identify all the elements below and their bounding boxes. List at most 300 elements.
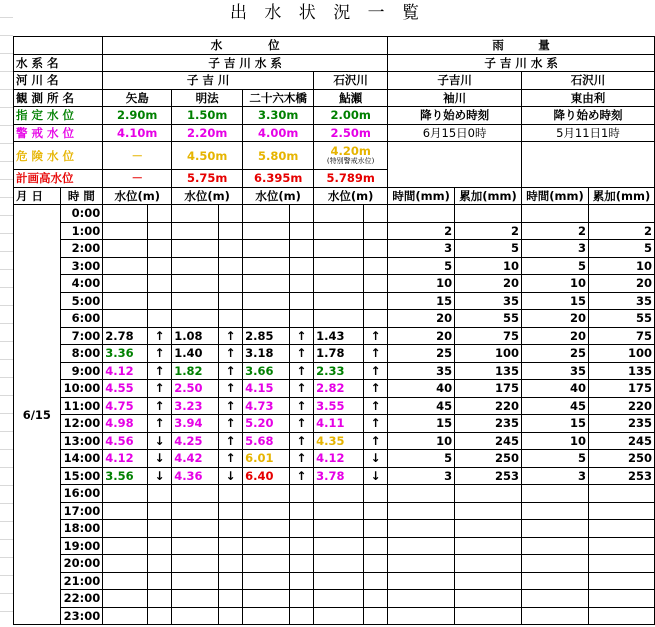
station-myoho: 明法 [172,89,243,107]
station-todoroki: 二十六木橋 [243,89,314,107]
rain-hour-cell [522,572,589,590]
rain-hour-cell [388,572,455,590]
col-level-1: 水位(m) [103,187,172,205]
danger-todoroki: 5.80m [243,142,314,170]
rain-cum-cell: 75 [455,327,522,345]
time-cell: 18:00 [60,520,103,538]
trend-arrow-icon: ↑ [289,450,313,468]
plan-myoho: 5.75m [172,170,243,188]
rain-start-label-1: 降り始め時刻 [388,107,522,125]
level-value-cell: 2.50 [172,380,219,398]
rain-hour-cell: 40 [522,380,589,398]
rain-hour-cell: 20 [388,327,455,345]
level-value-cell [172,572,219,590]
level-value-cell: 4.15 [243,380,290,398]
plan-todoroki: 6.395m [243,170,314,188]
time-cell: 17:00 [60,502,103,520]
level-value-cell [314,257,364,275]
trend-arrow-icon [147,572,171,590]
trend-arrow-icon: ↑ [289,432,313,450]
data-row [14,450,655,468]
rain-start-higashiyuri: 5月11日1時 [522,124,655,142]
rain-hour-cell: 2 [522,222,589,240]
rain-hour-cell [388,520,455,538]
label-date: 月 日 [14,187,61,205]
level-value-cell: 4.12 [103,450,148,468]
col-hour-1: 時間(mm) [388,187,455,205]
level-value-cell [314,572,364,590]
level-value-cell [103,590,148,608]
trend-arrow-icon [289,572,313,590]
level-value-cell [243,222,290,240]
trend-arrow-icon [218,275,242,293]
level-value-cell: 2.82 [314,380,364,398]
rain-cum-cell [588,537,654,555]
rain-cum-cell: 2 [588,222,654,240]
rain-hour-cell: 15 [522,292,589,310]
level-value-cell [243,502,290,520]
rain-hour-cell: 10 [522,275,589,293]
col-cum-2: 累加(mm) [588,187,654,205]
level-value-cell: 4.12 [314,450,364,468]
trend-arrow-icon: ↑ [289,327,313,345]
rain-cum-cell: 175 [455,380,522,398]
level-value-cell [314,537,364,555]
trend-arrow-icon [363,607,387,625]
time-cell: 4:00 [60,275,103,293]
trend-arrow-icon [147,310,171,328]
trend-arrow-icon [363,257,387,275]
plan-ayuse: 5.789m [314,170,388,188]
level-value-cell [314,520,364,538]
level-value-cell [103,572,148,590]
trend-arrow-icon [363,240,387,258]
data-row [14,555,655,573]
level-value-cell [243,485,290,503]
rain-station-sodekawa: 袖川 [388,89,522,107]
trend-arrow-icon [218,537,242,555]
time-cell: 15:00 [60,467,103,485]
trend-arrow-icon [363,275,387,293]
level-value-cell [103,257,148,275]
time-cell: 5:00 [60,292,103,310]
trend-arrow-icon: ↓ [147,467,171,485]
level-value-cell [314,555,364,573]
rain-cum-cell: 5 [455,240,522,258]
rain-hour-cell: 40 [388,380,455,398]
label-water-system: 水 系 名 [14,54,103,72]
trend-arrow-icon [218,502,242,520]
rain-hour-cell: 20 [522,310,589,328]
trend-arrow-icon [218,292,242,310]
rain-station-higashiyuri: 東由利 [522,89,655,107]
rain-hour-cell [522,485,589,503]
time-cell: 21:00 [60,572,103,590]
level-value-cell [172,222,219,240]
rain-cum-cell [455,590,522,608]
rain-cum-cell [588,205,654,223]
level-value-cell [243,590,290,608]
rain-hour-cell: 20 [522,327,589,345]
level-value-cell [314,310,364,328]
trend-arrow-icon [289,607,313,625]
river-koyoshi: 子 吉 川 [103,72,314,90]
rain-water-system-name: 子 吉 川 水 系 [388,54,655,72]
time-cell: 10:00 [60,380,103,398]
level-value-cell [103,555,148,573]
rain-hour-cell: 35 [388,362,455,380]
level-value-cell: 2.33 [314,362,364,380]
level-value-cell [243,257,290,275]
trend-arrow-icon [147,520,171,538]
rain-cum-cell [588,520,654,538]
trend-arrow-icon: ↑ [289,397,313,415]
trend-arrow-icon [218,310,242,328]
level-value-cell: 3.94 [172,415,219,433]
level-value-cell: 4.35 [314,432,364,450]
label-danger: 危 険 水 位 [14,142,103,170]
trend-arrow-icon: ↑ [147,397,171,415]
rain-cum-cell: 245 [588,432,654,450]
designated-myoho: 1.50m [172,107,243,125]
time-cell: 13:00 [60,432,103,450]
warning-myoho: 2.20m [172,124,243,142]
level-value-cell: 1.82 [172,362,219,380]
data-row [14,310,655,328]
trend-arrow-icon: ↑ [289,415,313,433]
level-value-cell: 3.78 [314,467,364,485]
rain-cum-cell: 135 [455,362,522,380]
trend-arrow-icon [147,257,171,275]
level-value-cell [172,555,219,573]
designated-todoroki: 3.30m [243,107,314,125]
trend-arrow-icon: ↑ [363,327,387,345]
rain-cum-cell: 250 [455,450,522,468]
level-value-cell [103,205,148,223]
level-value-cell [172,205,219,223]
rain-cum-cell [588,590,654,608]
rain-hour-cell [522,205,589,223]
trend-arrow-icon: ↓ [363,467,387,485]
level-value-cell [172,607,219,625]
data-row [14,572,655,590]
label-warning: 警 戒 水 位 [14,124,103,142]
trend-arrow-icon [218,590,242,608]
station-yashima: 矢島 [103,89,172,107]
rain-cum-cell: 100 [588,345,654,363]
trend-arrow-icon [289,310,313,328]
trend-arrow-icon [289,537,313,555]
level-value-cell [103,537,148,555]
rain-cum-cell [455,607,522,625]
level-value-cell: 6.40 [243,467,290,485]
level-value-cell: 1.40 [172,345,219,363]
rain-hour-cell: 45 [388,397,455,415]
level-value-cell [172,275,219,293]
trend-arrow-icon [218,607,242,625]
trend-arrow-icon [363,520,387,538]
danger-ayuse [314,142,388,170]
warning-yashima: 4.10m [103,124,172,142]
level-value-cell: 2.85 [243,327,290,345]
rain-blank-2 [522,142,655,188]
rain-hour-cell [388,485,455,503]
trend-arrow-icon: ↑ [289,380,313,398]
trend-arrow-icon [289,520,313,538]
rain-cum-cell [455,205,522,223]
data-row [14,380,655,398]
trend-arrow-icon: ↑ [363,397,387,415]
trend-arrow-icon [147,555,171,573]
col-cum-1: 累加(mm) [455,187,522,205]
data-row [14,537,655,555]
trend-arrow-icon [147,607,171,625]
level-value-cell: 4.98 [103,415,148,433]
level-value-cell [103,485,148,503]
level-value-cell: 4.42 [172,450,219,468]
trend-arrow-icon: ↑ [363,380,387,398]
time-cell: 7:00 [60,327,103,345]
water-level-section-header: 水 位 [103,37,388,55]
level-value-cell [314,275,364,293]
trend-arrow-icon [363,222,387,240]
level-value-cell [314,205,364,223]
trend-arrow-icon: ↓ [218,467,242,485]
trend-arrow-icon [289,240,313,258]
designated-yashima: 2.90m [103,107,172,125]
level-value-cell: 4.73 [243,397,290,415]
level-value-cell [172,292,219,310]
rain-start-sodekawa: 6月15日0時 [388,124,522,142]
time-cell: 0:00 [60,205,103,223]
trend-arrow-icon: ↑ [147,345,171,363]
data-row [14,240,655,258]
level-value-cell [172,240,219,258]
level-value-cell [243,240,290,258]
data-row [14,432,655,450]
data-row [14,415,655,433]
trend-arrow-icon [147,222,171,240]
data-row [14,205,655,223]
trend-arrow-icon [289,275,313,293]
level-value-cell: 1.78 [314,345,364,363]
time-cell: 22:00 [60,590,103,608]
rain-hour-cell: 15 [388,292,455,310]
river-ishizawa: 石沢川 [314,72,388,90]
level-value-cell [243,572,290,590]
trend-arrow-icon [218,555,242,573]
data-row [14,292,655,310]
trend-arrow-icon [218,485,242,503]
rain-hour-cell: 5 [522,450,589,468]
rain-hour-cell: 5 [388,450,455,468]
rain-hour-cell: 15 [388,415,455,433]
level-value-cell: 4.36 [172,467,219,485]
rain-hour-cell: 3 [388,240,455,258]
trend-arrow-icon: ↓ [363,450,387,468]
level-value-cell [314,502,364,520]
data-row [14,485,655,503]
designated-ayuse: 2.00m [314,107,388,125]
label-plan: 計画高水位 [14,170,103,188]
trend-arrow-icon: ↑ [218,450,242,468]
rain-cum-cell [455,485,522,503]
trend-arrow-icon [363,555,387,573]
trend-arrow-icon: ↓ [147,432,171,450]
level-value-cell: 4.11 [314,415,364,433]
trend-arrow-icon [218,572,242,590]
level-value-cell: 3.66 [243,362,290,380]
rain-cum-cell: 55 [588,310,654,328]
level-value-cell: 4.55 [103,380,148,398]
data-row [14,607,655,625]
rain-cum-cell: 20 [588,275,654,293]
rain-hour-cell [522,607,589,625]
trend-arrow-icon [147,502,171,520]
rain-hour-cell [388,590,455,608]
trend-arrow-icon [289,205,313,223]
level-value-cell [314,240,364,258]
rain-cum-cell: 135 [588,362,654,380]
rain-hour-cell: 10 [522,432,589,450]
time-cell: 11:00 [60,397,103,415]
rain-cum-cell [455,502,522,520]
time-cell: 19:00 [60,537,103,555]
trend-arrow-icon [363,292,387,310]
rain-cum-cell: 220 [588,397,654,415]
rain-section-header: 雨 量 [388,37,655,55]
flood-status-table [13,36,655,625]
trend-arrow-icon [289,485,313,503]
trend-arrow-icon [363,205,387,223]
level-value-cell [172,502,219,520]
rain-hour-cell [388,502,455,520]
rain-hour-cell: 5 [388,257,455,275]
trend-arrow-icon [218,520,242,538]
rain-cum-cell [588,485,654,503]
trend-arrow-icon: ↑ [218,432,242,450]
data-row [14,362,655,380]
trend-arrow-icon: ↑ [147,362,171,380]
corner-cell [14,37,103,55]
rain-cum-cell: 10 [588,257,654,275]
time-cell: 9:00 [60,362,103,380]
rain-cum-cell [455,555,522,573]
label-designated: 指 定 水 位 [14,107,103,125]
rain-hour-cell: 15 [522,415,589,433]
trend-arrow-icon: ↑ [363,362,387,380]
trend-arrow-icon [147,275,171,293]
level-value-cell [314,485,364,503]
trend-arrow-icon: ↑ [218,362,242,380]
warning-todoroki: 4.00m [243,124,314,142]
level-value-cell [314,590,364,608]
trend-arrow-icon [289,222,313,240]
rain-hour-cell [388,205,455,223]
rain-hour-cell: 45 [522,397,589,415]
rain-hour-cell: 10 [388,275,455,293]
rain-cum-cell: 245 [455,432,522,450]
level-value-cell: 4.75 [103,397,148,415]
level-value-cell [314,292,364,310]
level-value-cell [243,205,290,223]
level-value-cell [103,607,148,625]
level-value-cell [314,607,364,625]
label-river: 河 川 名 [14,72,103,90]
data-row [14,222,655,240]
trend-arrow-icon [363,537,387,555]
time-cell: 1:00 [60,222,103,240]
time-cell: 3:00 [60,257,103,275]
rain-cum-cell [588,607,654,625]
data-row [14,590,655,608]
trend-arrow-icon [289,502,313,520]
trend-arrow-icon: ↓ [147,450,171,468]
rain-hour-cell [522,502,589,520]
rain-hour-cell [388,607,455,625]
trend-arrow-icon: ↑ [289,467,313,485]
level-value-cell [103,292,148,310]
trend-arrow-icon [363,590,387,608]
col-hour-2: 時間(mm) [522,187,589,205]
danger-myoho: 4.50m [172,142,243,170]
rain-cum-cell [455,520,522,538]
level-value-cell [103,502,148,520]
rain-hour-cell: 25 [388,345,455,363]
sheet-gridlines [0,0,13,627]
trend-arrow-icon: ↑ [218,380,242,398]
time-cell: 12:00 [60,415,103,433]
data-row [14,397,655,415]
rain-cum-cell: 10 [455,257,522,275]
rain-hour-cell: 3 [522,240,589,258]
trend-arrow-icon [218,222,242,240]
level-value-cell: 4.56 [103,432,148,450]
level-value-cell: 3.23 [172,397,219,415]
level-value-cell [243,275,290,293]
rain-cum-cell: 2 [455,222,522,240]
station-ayuse: 鮎瀬 [314,89,388,107]
trend-arrow-icon [363,572,387,590]
trend-arrow-icon [363,310,387,328]
level-value-cell: 3.36 [103,345,148,363]
level-value-cell: 1.08 [172,327,219,345]
trend-arrow-icon [363,502,387,520]
level-value-cell [243,607,290,625]
rain-cum-cell: 20 [455,275,522,293]
level-value-cell [103,275,148,293]
data-row [14,327,655,345]
level-value-cell: 4.12 [103,362,148,380]
trend-arrow-icon [218,205,242,223]
data-row [14,257,655,275]
rain-cum-cell [588,502,654,520]
rain-hour-cell [522,555,589,573]
rain-cum-cell [455,537,522,555]
rain-cum-cell: 220 [455,397,522,415]
rain-hour-cell: 2 [388,222,455,240]
level-value-cell [172,590,219,608]
level-value-cell [103,520,148,538]
trend-arrow-icon [289,292,313,310]
trend-arrow-icon [147,205,171,223]
rain-hour-cell: 20 [388,310,455,328]
level-value-cell [103,310,148,328]
rain-cum-cell: 75 [588,327,654,345]
level-value-cell: 2.78 [103,327,148,345]
level-value-cell: 6.01 [243,450,290,468]
level-value-cell [243,555,290,573]
